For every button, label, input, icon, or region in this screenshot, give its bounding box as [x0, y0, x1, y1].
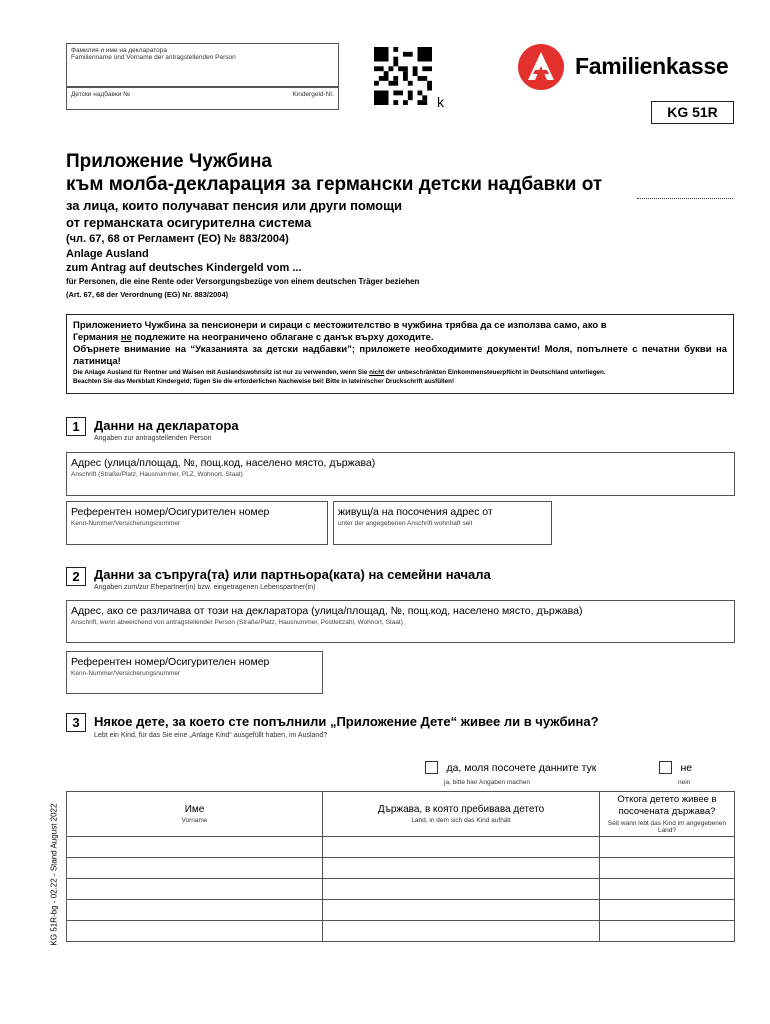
applicant-address-field[interactable] [66, 452, 735, 496]
brand-name: Familienkasse [575, 53, 729, 79]
title-de-2: zum Antrag auf deutsches Kindergeld vom ... [66, 262, 302, 274]
applicant-reference-label: Референтен номер/Осигурителен номер [71, 506, 270, 518]
residence-since-sublabel: unter der angegebenen Anschrift wohnhaft seit [338, 520, 473, 527]
yes-checkbox[interactable] [425, 761, 438, 774]
child-since-cell[interactable] [600, 900, 735, 921]
title-line-2: към молба-декларация за германски детски надбавки от [66, 174, 603, 195]
title-line-3: за лица, които получават пенсия или други помощи [66, 198, 403, 213]
table-row [67, 879, 735, 900]
notice-box [66, 314, 734, 394]
spouse-address-label: Адрес, ако се различава от този на декларатора (улица/площад, №, пощ.код, населено място, държава) [71, 605, 583, 617]
section-2-subtitle: Angaben zum/zur Ehepartner(in) bzw. eingetragenen Lebenspartner(in) [94, 584, 316, 591]
title-de-1: Anlage Ausland [66, 248, 149, 260]
notice-line-1: Приложението Чужбина за пенсионери и сираци с местожителство в чужбина трябва да се използва само, ако в [73, 320, 607, 331]
column-header-name: Име Vorname [67, 792, 323, 837]
section-3-number: 3 [66, 713, 86, 732]
spouse-address-sublabel: Anschrift, wenn abweichend von antragstellender Person (Straße/Platz, Hausnummer, Postleitzahl, Wohnort, Staat) [71, 619, 403, 626]
section-1-subtitle: Angaben zur antragstellenden Person [94, 435, 212, 442]
qr-code [373, 47, 433, 105]
spouse-reference-sublabel: Kenn-Nummer/Versicherungsnummer [71, 670, 181, 677]
table-header-row [67, 792, 735, 837]
applicant-reference-sublabel: Kenn-Nummer/Versicherungsnummer [71, 520, 181, 527]
yes-label: да, моля посочете данните тук [446, 761, 597, 774]
title-line-4: от германската осигурителна система [66, 215, 312, 230]
applicant-name-box[interactable] [66, 43, 339, 87]
title-regulation: (чл. 67, 68 от Регламент (ЕО) № 883/2004) [66, 233, 289, 245]
title-de-3: für Personen, die eine Rente oder Versorgungsbezüge von einem deutschen Träger beziehen [66, 277, 420, 286]
section-3-subtitle: Lebt ein Kind, für das Sie eine „Anlage Kind“ ausgefüllt haben, im Ausland? [94, 732, 328, 739]
child-benefit-number-label: Детски надбавки № [71, 91, 131, 98]
children-abroad-table [66, 791, 735, 942]
title-de-4: (Art. 67, 68 der Verordnung (EG) Nr. 883/2004) [66, 290, 229, 299]
yes-option[interactable] [425, 759, 596, 786]
child-since-cell[interactable] [600, 837, 735, 858]
no-option[interactable] [659, 759, 692, 786]
child-name-cell[interactable] [67, 921, 323, 942]
column-header-country: Държава, в която пребивава детето Land, in dem sich das Kind aufhält [323, 792, 600, 837]
child-country-cell[interactable] [323, 879, 600, 900]
table-row [67, 837, 735, 858]
form-code: KG 51R [651, 101, 734, 124]
child-country-cell[interactable] [323, 837, 600, 858]
notice-line-3: Обърнете внимание на “Указанията за детски надбавки”; приложете необходимите документи! Моля, попълнете с печатни букви на латиница! [73, 344, 727, 367]
child-name-cell[interactable] [67, 837, 323, 858]
table-row [67, 921, 735, 942]
no-sublabel: nein [678, 779, 691, 786]
application-date-field[interactable] [637, 198, 733, 199]
notice-de-2: Beachten Sie das Merkblatt Kindergeld; fügen Sie die erforderlichen Nachweise bei! Bitte in lateinischer Druckschrift ausfüllen! [73, 378, 455, 385]
column-header-since: Откога детето живее в посочената държава? Seit wann lebt das Kind im angegebenen Land? [600, 792, 735, 837]
child-name-cell[interactable] [67, 879, 323, 900]
section-3-title: Някое дете, за което сте попълнили „Приложение Дете“ живее ли в чужбина? [94, 714, 599, 729]
no-checkbox[interactable] [659, 761, 672, 774]
spouse-reference-field[interactable] [66, 651, 323, 694]
child-since-cell[interactable] [600, 921, 735, 942]
child-name-cell[interactable] [67, 900, 323, 921]
applicant-name-label: Фамилия и име на декларатора [71, 47, 167, 54]
applicant-name-sublabel: Familienname und Vorname der antragstellenden Person [71, 54, 236, 61]
child-benefit-number-box[interactable] [66, 87, 339, 110]
child-name-cell[interactable] [67, 858, 323, 879]
child-benefit-number-sublabel: Kindergeld-Nr. [292, 91, 334, 98]
applicant-reference-field[interactable] [66, 501, 328, 545]
notice-line-2: Германия не подлежите на неограничено облагане с данък върху доходите. [73, 332, 434, 343]
form-version-side-text: KG 51R-bg - 02.22 - Stand August 2022 [49, 803, 59, 946]
child-country-cell[interactable] [323, 858, 600, 879]
spouse-address-field[interactable] [66, 600, 735, 643]
section-2-title: Данни за съпруга(та) или партньора(ката) на семейни начала [94, 567, 491, 582]
familienkasse-logo-icon [518, 44, 564, 90]
notice-de-1: Die Anlage Ausland für Rentner und Waisen mit Auslandswohnsitz ist nur zu verwenden, wenn Sie nicht der unbeschränkten Einkommensteuerpflicht in Deutschland unterliegen. [73, 369, 606, 376]
familienkasse-logo [518, 44, 734, 90]
yes-sublabel: ja, bitte hier Angaben machen [444, 779, 531, 786]
residence-since-field[interactable] [333, 501, 552, 545]
section-2-number: 2 [66, 567, 86, 586]
spouse-reference-label: Референтен номер/Осигурителен номер [71, 656, 270, 668]
section-1-number: 1 [66, 417, 86, 436]
table-row [67, 900, 735, 921]
child-country-cell[interactable] [323, 900, 600, 921]
residence-since-label: живущ/а на посочения адрес от [338, 506, 493, 518]
child-since-cell[interactable] [600, 879, 735, 900]
table-row [67, 858, 735, 879]
title-line-1: Приложение Чужбина [66, 151, 272, 172]
qr-suffix: k [437, 94, 444, 110]
applicant-address-sublabel: Anschrift (Straße/Platz, Hausnummer, PLZ, Wohnort, Staat) [71, 471, 243, 478]
applicant-address-label: Адрес (улица/площад, №, пощ.код, населено място, държава) [71, 457, 376, 469]
child-country-cell[interactable] [323, 921, 600, 942]
section-1-title: Данни на декларатора [94, 418, 239, 433]
child-since-cell[interactable] [600, 858, 735, 879]
no-label: не [680, 761, 693, 774]
